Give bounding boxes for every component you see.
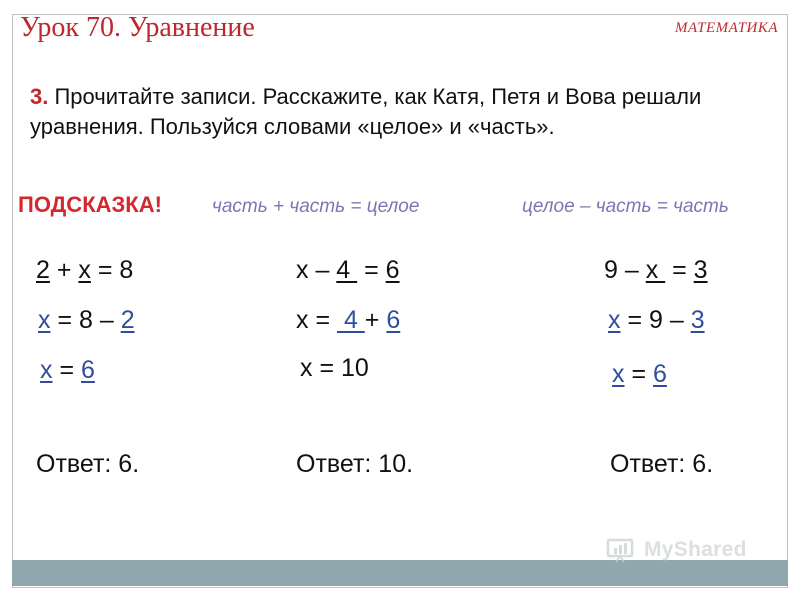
hint-rule-difference: целое – часть = часть	[522, 196, 729, 217]
hint-rule-sum: часть + часть = целое	[212, 196, 420, 217]
answer-text: Ответ: 6.	[36, 450, 140, 478]
equation-line	[36, 256, 133, 285]
equation-line	[296, 306, 400, 335]
equation-term: 2	[36, 256, 50, 284]
equation-term: x	[645, 256, 666, 284]
equation-term: 4	[336, 256, 358, 284]
equation-term: x	[612, 360, 625, 388]
subject-label: МАТЕМАТИКА	[675, 20, 778, 36]
equation-term: 9 –	[604, 256, 646, 284]
equation-term: = 9 –	[620, 306, 691, 334]
equation-term: =	[52, 356, 81, 384]
equation-line	[608, 306, 705, 335]
equation-term: x	[608, 306, 621, 334]
equation-line	[300, 354, 369, 383]
equation-term: +	[49, 256, 79, 284]
equation-term: 4	[337, 306, 365, 334]
equation-line	[612, 360, 667, 389]
answer-text: Ответ: 10.	[296, 450, 414, 478]
equation-line	[296, 256, 400, 285]
answer-text: Ответ: 6.	[610, 450, 714, 478]
equation-term: x	[40, 356, 53, 384]
task-number: 3.	[30, 84, 49, 109]
presentation-board-icon	[606, 537, 640, 563]
equation-term: =	[665, 256, 694, 284]
equation-term: x	[38, 306, 51, 334]
watermark	[606, 537, 747, 563]
equation-term: 6	[81, 356, 95, 384]
watermark-text: MyShared	[644, 538, 747, 561]
equation-term: = 8 –	[50, 306, 121, 334]
equation-term: 2	[120, 306, 135, 334]
equation-term: +	[364, 306, 387, 334]
task-text	[30, 82, 780, 142]
equation-term: x	[78, 256, 91, 284]
equation-term: =	[624, 360, 653, 388]
equation-term: 6	[653, 360, 667, 388]
equation-line	[40, 356, 95, 385]
equation-line	[604, 256, 708, 285]
equation-term: 6	[386, 306, 401, 334]
footer-bar	[12, 560, 788, 586]
equation-term: 6	[385, 256, 400, 284]
equation-term: =	[357, 256, 386, 284]
equation-term: x –	[296, 256, 337, 284]
equation-term: 3	[690, 306, 705, 334]
equation-term: = 8	[90, 256, 134, 284]
equation-line	[38, 306, 135, 335]
equation-term: x = 10	[300, 354, 369, 382]
lesson-title: Урок 70. Уравнение	[20, 12, 255, 43]
equation-term: 3	[693, 256, 708, 284]
equation-term: x =	[296, 306, 337, 334]
hint-label: ПОДСКАЗКА!	[18, 192, 162, 217]
task-body: Прочитайте записи. Расскажите, как Катя, Петя и Вова решали уравнения. Пользуйся словами «целое» и «часть».	[30, 84, 702, 139]
